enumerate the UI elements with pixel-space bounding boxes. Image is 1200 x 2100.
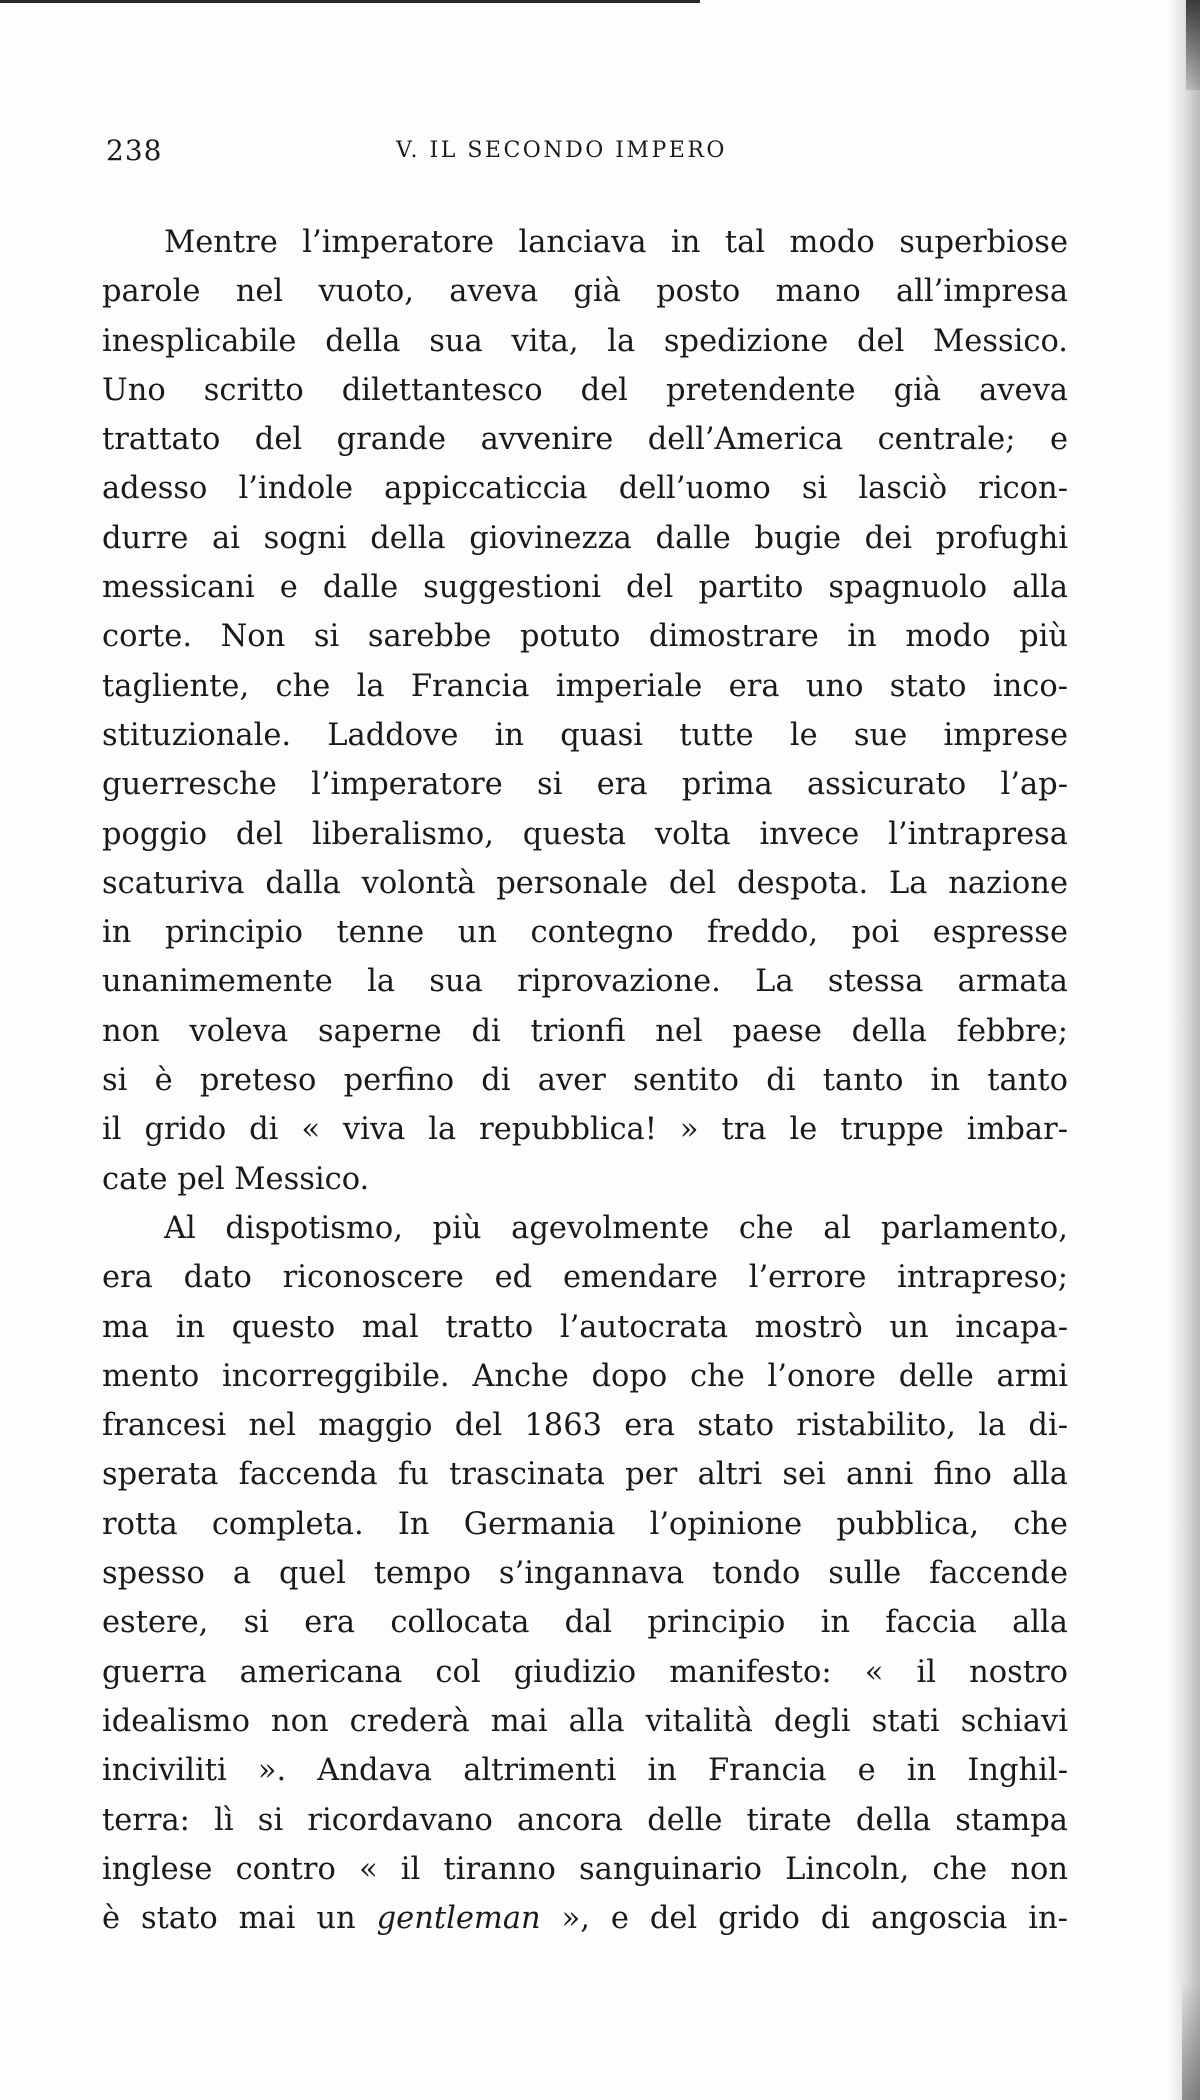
text-line: durre ai sogni della giovinezza dalle bugie dei profughi <box>102 520 1068 556</box>
page-edge-dark-top <box>1186 0 1200 90</box>
text-line: rotta completa. In Germania l’opinione pubblica, che <box>102 1506 1068 1542</box>
text-line: il grido di « viva la repubblica! » tra le truppe imbar- <box>102 1112 1068 1148</box>
text-line: guerresche l’imperatore si era prima assicurato l’ap- <box>102 767 1068 803</box>
text-line: trattato del grande avvenire dell’America centrale; e <box>102 422 1068 458</box>
text-line: messicani e dalle suggestioni del partito spagnuolo alla <box>102 570 1068 606</box>
text-line: inesplicabile della sua vita, la spedizione del Messico. <box>102 323 1068 359</box>
text-line: inglese contro « il tiranno sanguinario Lincoln, che non <box>102 1851 1068 1887</box>
page-number: 238 <box>106 134 163 167</box>
page-edge-shadow <box>1168 0 1200 2100</box>
text-line: era dato riconoscere ed emendare l’errore intrapreso; <box>102 1260 1068 1296</box>
text-line: cate pel Messico. <box>102 1161 370 1197</box>
text-line: guerra americana col giudizio manifesto: « il nostro <box>102 1654 1068 1690</box>
text-line: scaturiva dalla volontà personale del despota. La nazione <box>102 865 1068 901</box>
text-line: corte. Non si sarebbe potuto dimostrare in modo più <box>102 619 1068 655</box>
text-line: spesso a quel tempo s’ingannava tondo sulle faccende <box>102 1556 1068 1592</box>
running-head: V. IL SECONDO IMPERO <box>396 138 727 163</box>
text-line: in principio tenne un contegno freddo, poi espresse <box>102 915 1068 951</box>
text-line: idealismo non crederà mai alla vitalità degli stati schiavi <box>102 1703 1068 1739</box>
page-header <box>106 134 1071 176</box>
top-edge-rule <box>0 0 700 3</box>
page-edge-dark-bottom <box>1182 1980 1200 2100</box>
text-line: Uno scritto dilettantesco del pretendente già aveva <box>102 372 1068 408</box>
text-line: tagliente, che la Francia imperiale era uno stato inco- <box>102 668 1068 704</box>
body-text <box>102 218 1068 1943</box>
paragraph-2 <box>102 1204 1068 1943</box>
text-line: sperata faccenda fu trascinata per altri sei anni fino alla <box>102 1457 1068 1493</box>
text-line: poggio del liberalismo, questa volta invece l’intrapresa <box>102 816 1068 852</box>
text-line: francesi nel maggio del 1863 era stato ristabilito, la di- <box>102 1408 1068 1444</box>
final-line-start: è stato mai un <box>102 1901 377 1937</box>
text-line: stituzionale. Laddove in quasi tutte le sue imprese <box>102 717 1068 753</box>
text-line: estere, si era collocata dal principio in faccia alla <box>102 1605 1068 1641</box>
italic-word: gentleman <box>376 1901 541 1937</box>
text-line: ma in questo mal tratto l’autocrata mostrò un incapa- <box>102 1309 1068 1345</box>
text-line-final <box>102 1894 1068 1943</box>
final-line-end: », e del grido di angoscia in- <box>540 1901 1068 1937</box>
paragraph-1 <box>102 218 1068 1204</box>
text-line: non voleva saperne di trionfi nel paese della febbre; <box>102 1013 1068 1049</box>
text-line: mento incorreggibile. Anche dopo che l’onore delle armi <box>102 1358 1068 1394</box>
text-line: Al dispotismo, più agevolmente che al parlamento, <box>164 1210 1068 1246</box>
text-line: si è preteso perfino di aver sentito di tanto in tanto <box>102 1063 1068 1099</box>
text-line: Mentre l’imperatore lanciava in tal modo superbiose <box>164 225 1068 260</box>
text-line: adesso l’indole appiccaticcia dell’uomo si lasciò ricon- <box>102 471 1068 507</box>
text-line: parole nel vuoto, aveva già posto mano all’impresa <box>102 274 1068 310</box>
text-line: inciviliti ». Andava altrimenti in Francia e in Inghil- <box>102 1753 1068 1789</box>
text-line: unanimemente la sua riprovazione. La stessa armata <box>102 964 1068 1000</box>
text-line: terra: lì si ricordavano ancora delle tirate della stampa <box>102 1802 1068 1838</box>
